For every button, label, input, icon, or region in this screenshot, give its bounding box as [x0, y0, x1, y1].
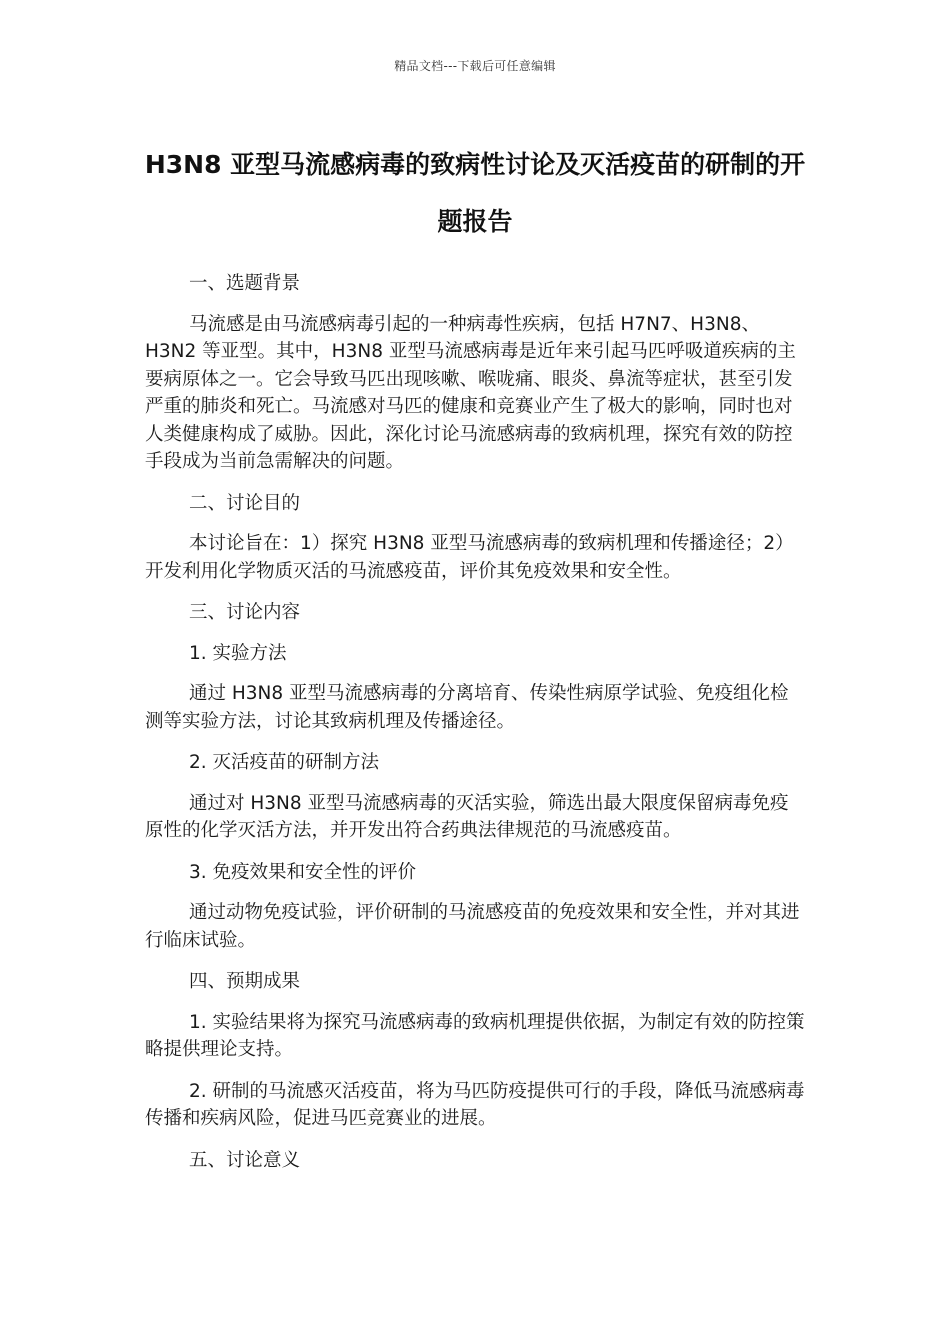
paragraph-methods: 通过 H3N8 亚型马流感病毒的分离培育、传染性病原学试验、免疫组化检测等实验方法，讨论其致病机理及传播途径。 — [145, 683, 789, 732]
document-title: H3N8 亚型马流感病毒的致病性讨论及灭活疫苗的研制的开题报告 — [144, 150, 806, 236]
header-note: 精品文档---下载后可任意编辑 — [394, 59, 556, 73]
section-heading-outcomes: 四、预期成果 — [189, 971, 301, 992]
section-heading-content: 三、讨论内容 — [189, 602, 301, 623]
outcome-item-1: 1. 实验结果将为探究马流感病毒的致病机理提供依据，为制定有效的防控策略提供理论支持。 — [145, 1011, 805, 1060]
paragraph-background: 马流感是由马流感病毒引起的一种病毒性疾病，包括 H7N7、H3N8、H3N2 等亚型。其中，H3N8 亚型马流感病毒是近年来引起马匹呼吸道疾病的主要病原体之一。它会导致马匹出现咳嗽、喉咙痛、眼炎、鼻流等症状，甚至引发严重的肺炎和死亡。马流感对马匹的健康和竞赛业产生了极大的影响，同时也对人类健康构成了威胁。因此，深化讨论马流感病毒的致病机理，探究有效的防控手段成为当前急需解决的问题。 — [145, 313, 796, 472]
outcome-item-2: 2. 研制的马流感灭活疫苗，将为马匹防疫提供可行的手段，降低马流感病毒传播和疾病风险，促进马匹竞赛业的进展。 — [145, 1080, 805, 1129]
paragraph-purpose: 本讨论旨在：1）探究 H3N8 亚型马流感病毒的致病机理和传播途径；2）开发利用化学物质灭活的马流感疫苗，评价其免疫效果和安全性。 — [145, 533, 794, 582]
section-heading-significance: 五、讨论意义 — [189, 1149, 301, 1171]
subheading-evaluation: 3. 免疫效果和安全性的评价 — [189, 861, 417, 883]
section-heading-purpose: 二、讨论目的 — [189, 492, 301, 514]
section-heading-background: 一、选题背景 — [189, 273, 301, 294]
subheading-methods: 1. 实验方法 — [189, 642, 287, 664]
paragraph-evaluation: 通过动物免疫试验，评价研制的马流感疫苗的免疫效果和安全性，并对其进行临床试验。 — [145, 902, 800, 951]
subheading-vaccine: 2. 灭活疫苗的研制方法 — [189, 752, 380, 773]
paragraph-vaccine: 通过对 H3N8 亚型马流感病毒的灭活实验，筛选出最大限度保留病毒免疫原性的化学灭活方法，并开发出符合药典法律规范的马流感疫苗。 — [145, 792, 789, 841]
document-body — [145, 270, 807, 1187]
